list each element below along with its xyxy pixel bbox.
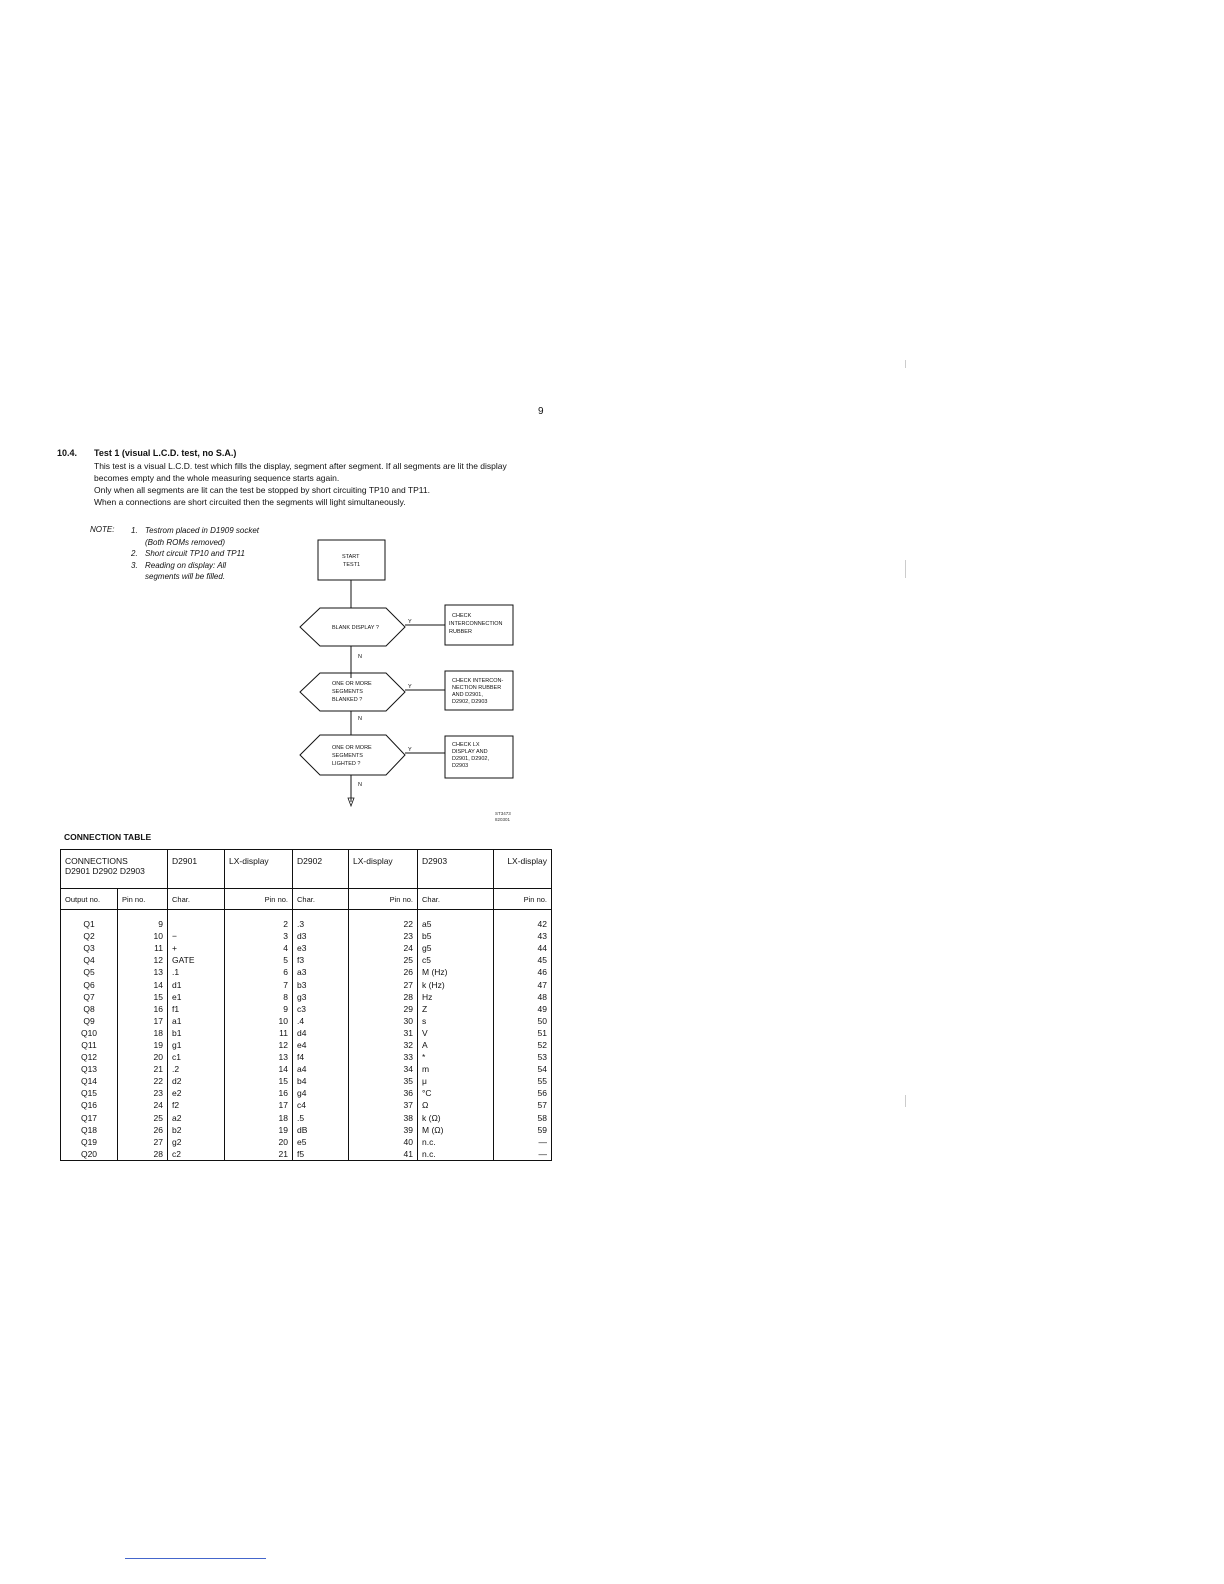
note-item (131, 560, 261, 583)
table-cell: d4 (293, 1027, 349, 1039)
table-header-row (61, 850, 552, 889)
note-item-number: 3. (131, 560, 138, 570)
table-cell: d3 (293, 930, 349, 942)
table-cell: .2 (168, 1063, 225, 1075)
table-cell: 24 (118, 1099, 168, 1111)
table-cell: a1 (168, 1015, 225, 1027)
table-cell: g4 (293, 1087, 349, 1099)
table-cell: * (418, 1051, 494, 1063)
table-cell: 11 (225, 1027, 293, 1039)
intro-paragraph-2: Only when all segments are lit can the test be stopped by short circuiting TP10 and TP11. (94, 485, 430, 495)
table-cell: 33 (349, 1051, 418, 1063)
table-cell: + (168, 942, 225, 954)
table-cell: 28 (349, 991, 418, 1003)
table-cell: d2 (168, 1075, 225, 1087)
table-cell: 40 (349, 1136, 418, 1148)
table-cell: b5 (418, 930, 494, 942)
table-cell: c5 (418, 954, 494, 966)
footer-rule (125, 1558, 266, 1559)
table-cell: 59 (494, 1124, 552, 1136)
flow-action-text: D2902, D2903 (452, 699, 488, 705)
note-item-number: 2. (131, 549, 138, 558)
flow-action-text: D2903 (452, 763, 469, 769)
table-cell: a3 (293, 966, 349, 978)
table-cell: Q20 (61, 1148, 118, 1161)
table-title: CONNECTION TABLE (64, 832, 152, 842)
flow-decision-text: BLANKED ? (332, 697, 363, 703)
table-cell: Q2 (61, 930, 118, 942)
table-cell: 8 (225, 991, 293, 1003)
table-cell: 19 (225, 1124, 293, 1136)
flow-action-text: CHECK LX (452, 742, 480, 748)
table-cell: g1 (168, 1039, 225, 1051)
table-cell: dB (293, 1124, 349, 1136)
table-cell: k (Ω) (418, 1112, 494, 1124)
header-connections-sub: D2901 D2902 D2903 (65, 866, 145, 876)
table-cell: c4 (293, 1099, 349, 1111)
table-cell: Ω (418, 1099, 494, 1111)
table-cell: 15 (225, 1075, 293, 1087)
flow-start-box (318, 540, 385, 580)
flow-decision-text: BLANK DISPLAY ? (332, 625, 379, 631)
table-cell: 34 (349, 1063, 418, 1075)
table-cell: Q17 (61, 1112, 118, 1124)
subheader-cell: Pin no. (349, 889, 418, 910)
page-number: 9 (538, 406, 544, 417)
table-cell: b4 (293, 1075, 349, 1087)
table-cell (168, 910, 225, 931)
flow-action-text: CHECK (452, 613, 472, 619)
section-number: 10.4. (57, 448, 78, 458)
table-cell: 31 (349, 1027, 418, 1039)
table-cell: 50 (494, 1015, 552, 1027)
table-cell: 14 (225, 1063, 293, 1075)
table-row (61, 954, 552, 966)
note-item-text: Testrom placed in D1909 socket (Both ROMs removed) (145, 526, 259, 547)
flow-decision-text: ONE OR MORE (332, 745, 372, 751)
table-cell: Q14 (61, 1075, 118, 1087)
table-cell: Q10 (61, 1027, 118, 1039)
table-cell: k (Hz) (418, 978, 494, 990)
table-cell: 55 (494, 1075, 552, 1087)
table-cell: Q6 (61, 978, 118, 990)
table-cell: f2 (168, 1099, 225, 1111)
table-cell: 25 (349, 954, 418, 966)
table-cell: Q5 (61, 966, 118, 978)
table-row (61, 1124, 552, 1136)
table-cell: 53 (494, 1051, 552, 1063)
note-label: NOTE: (90, 525, 115, 534)
table-cell: — (494, 1136, 552, 1148)
table-row (61, 1051, 552, 1063)
section-intro (94, 460, 534, 508)
table-cell: 47 (494, 978, 552, 990)
table-row (61, 1099, 552, 1111)
scan-mark (905, 360, 906, 368)
table-cell: 44 (494, 942, 552, 954)
table-cell: 23 (349, 930, 418, 942)
table-cell: Q3 (61, 942, 118, 954)
table-cell: 14 (118, 978, 168, 990)
table-cell: 17 (118, 1015, 168, 1027)
table-cell: 38 (349, 1112, 418, 1124)
table-cell: Q11 (61, 1039, 118, 1051)
flow-action-text: CHECK INTERCON- (452, 678, 504, 684)
header-lx-display-1: LX-display (225, 850, 293, 889)
table-cell: 4 (225, 942, 293, 954)
table-cell: e5 (293, 1136, 349, 1148)
scan-mark (905, 1095, 906, 1107)
table-cell: s (418, 1015, 494, 1027)
flow-yes-label: Y (408, 684, 412, 690)
subheader-cell: Pin no. (225, 889, 293, 910)
flow-no-label: N (358, 782, 362, 788)
table-cell: 3 (225, 930, 293, 942)
table-cell: 35 (349, 1075, 418, 1087)
table-cell: 27 (118, 1136, 168, 1148)
table-cell: 51 (494, 1027, 552, 1039)
table-cell: g3 (293, 991, 349, 1003)
table-cell: V (418, 1027, 494, 1039)
table-body (61, 910, 552, 1161)
note-item (131, 548, 261, 560)
table-cell: b3 (293, 978, 349, 990)
table-cell: a5 (418, 910, 494, 931)
intro-paragraph-1: This test is a visual L.C.D. test which fills the display, segment after segment. If all segments are lit the display becomes empty and the whole measuring sequence starts again. (94, 461, 507, 483)
table-cell: g5 (418, 942, 494, 954)
table-cell: f1 (168, 1003, 225, 1015)
flow-start-line: TEST1 (343, 562, 361, 568)
table-cell: Q4 (61, 954, 118, 966)
table-subheader-row (61, 889, 552, 910)
table-cell: 39 (349, 1124, 418, 1136)
table-cell: 36 (349, 1087, 418, 1099)
flow-decision-text: LIGHTED ? (332, 761, 361, 767)
table-cell: °C (418, 1087, 494, 1099)
table-cell: g2 (168, 1136, 225, 1148)
table-cell: .3 (293, 910, 349, 931)
flow-yes-label: Y (408, 619, 412, 625)
table-cell: Q12 (61, 1051, 118, 1063)
flow-start-line: START (342, 554, 360, 560)
table-cell: 10 (118, 930, 168, 942)
flow-action-text: DISPLAY AND (452, 749, 488, 755)
table-cell: b1 (168, 1027, 225, 1039)
table-cell: f3 (293, 954, 349, 966)
table-cell: n.c. (418, 1136, 494, 1148)
header-d2903: D2903 (418, 850, 494, 889)
flow-decision-text: SEGMENTS (332, 753, 363, 759)
table-row (61, 978, 552, 990)
table-cell: a2 (168, 1112, 225, 1124)
table-cell: Q19 (61, 1136, 118, 1148)
table-cell: a4 (293, 1063, 349, 1075)
subheader-cell: Char. (293, 889, 349, 910)
table-cell: 22 (118, 1075, 168, 1087)
section-title: Test 1 (visual L.C.D. test, no S.A.) (94, 448, 237, 458)
table-cell: 19 (118, 1039, 168, 1051)
note-list (131, 525, 261, 583)
table-cell: 29 (349, 1003, 418, 1015)
table-cell: 41 (349, 1148, 418, 1161)
flow-decision-text: SEGMENTS (332, 689, 363, 695)
table-cell: 22 (349, 910, 418, 931)
table-cell: 56 (494, 1087, 552, 1099)
flow-action-text: AND D2901, (452, 692, 483, 698)
table-cell: Q9 (61, 1015, 118, 1027)
table-cell: f4 (293, 1051, 349, 1063)
intro-paragraph-3: When a connections are short circuited then the segments will light simultaneously. (94, 497, 406, 507)
table-cell: m (418, 1063, 494, 1075)
table-cell: Q16 (61, 1099, 118, 1111)
note-item-number: 1. (131, 526, 138, 535)
table-cell: 7 (225, 978, 293, 990)
table-row (61, 966, 552, 978)
table-cell: Hz (418, 991, 494, 1003)
table-cell: 54 (494, 1063, 552, 1075)
table-cell: 5 (225, 954, 293, 966)
table-cell: 43 (494, 930, 552, 942)
table-cell: 46 (494, 966, 552, 978)
table-cell: μ (418, 1075, 494, 1087)
table-cell: 6 (225, 966, 293, 978)
flow-decision-text: ONE OR MORE (332, 681, 372, 687)
table-cell: c2 (168, 1148, 225, 1161)
table-cell: — (494, 1148, 552, 1161)
flow-ref-code: ST3473 (495, 811, 511, 816)
subheader-cell: Output no. (61, 889, 118, 910)
table-row (61, 942, 552, 954)
table-cell: 25 (118, 1112, 168, 1124)
table-cell: Q7 (61, 991, 118, 1003)
table-cell: e2 (168, 1087, 225, 1099)
table-cell: f5 (293, 1148, 349, 1161)
table-cell: 26 (349, 966, 418, 978)
table-cell: c3 (293, 1003, 349, 1015)
table-cell: 48 (494, 991, 552, 1003)
table-row (61, 991, 552, 1003)
header-d2902: D2902 (293, 850, 349, 889)
flow-action-text: INTERCONNECTION (449, 621, 503, 627)
table-cell: 17 (225, 1099, 293, 1111)
table-cell: M (Ω) (418, 1124, 494, 1136)
note-item (131, 525, 261, 548)
table-cell: 26 (118, 1124, 168, 1136)
connection-table (60, 849, 552, 1161)
flow-action-text: RUBBER (449, 629, 472, 635)
table-row (61, 1063, 552, 1075)
table-cell: 20 (225, 1136, 293, 1148)
table-cell: 2 (225, 910, 293, 931)
table-row (61, 1027, 552, 1039)
table-row (61, 910, 552, 931)
table-cell: 27 (349, 978, 418, 990)
scan-mark (905, 560, 906, 578)
table-cell: A (418, 1039, 494, 1051)
flow-action-text: D2901, D2902, (452, 756, 489, 762)
header-connections-label: CONNECTIONS (65, 856, 128, 866)
table-cell: 13 (225, 1051, 293, 1063)
table-cell: 49 (494, 1003, 552, 1015)
subheader-cell: Char. (168, 889, 225, 910)
table-row (61, 1003, 552, 1015)
table-cell: .4 (293, 1015, 349, 1027)
table-cell: GATE (168, 954, 225, 966)
table-row (61, 1112, 552, 1124)
table-cell: 15 (118, 991, 168, 1003)
table-cell: 37 (349, 1099, 418, 1111)
table-cell: .1 (168, 966, 225, 978)
table-cell: 45 (494, 954, 552, 966)
table-cell: − (168, 930, 225, 942)
table-cell: e4 (293, 1039, 349, 1051)
table-cell: 23 (118, 1087, 168, 1099)
table-cell: Q1 (61, 910, 118, 931)
flowchart (290, 530, 530, 830)
table-cell: 52 (494, 1039, 552, 1051)
table-cell: e3 (293, 942, 349, 954)
table-cell: 12 (118, 954, 168, 966)
table-cell: 30 (349, 1015, 418, 1027)
table-cell: Q15 (61, 1087, 118, 1099)
table-cell: 58 (494, 1112, 552, 1124)
table-row (61, 1087, 552, 1099)
table-cell: .5 (293, 1112, 349, 1124)
table-cell: Q18 (61, 1124, 118, 1136)
flow-action-text: NECTION RUBBER (452, 685, 502, 691)
table-cell: e1 (168, 991, 225, 1003)
table-cell: 12 (225, 1039, 293, 1051)
table-cell: 16 (118, 1003, 168, 1015)
table-cell: 11 (118, 942, 168, 954)
table-cell: 18 (118, 1027, 168, 1039)
table-cell: Q13 (61, 1063, 118, 1075)
table-cell: b2 (168, 1124, 225, 1136)
subheader-cell: Pin no. (494, 889, 552, 910)
table-cell: 28 (118, 1148, 168, 1161)
table-row (61, 1136, 552, 1148)
flow-no-label: N (358, 654, 362, 660)
table-cell: Q8 (61, 1003, 118, 1015)
flow-no-label: N (358, 716, 362, 722)
header-lx-display-3: LX-display (494, 850, 552, 889)
table-cell: 9 (225, 1003, 293, 1015)
table-row (61, 1075, 552, 1087)
table-cell: M (Hz) (418, 966, 494, 978)
note-item-text: Short circuit TP10 and TP11 (145, 549, 245, 558)
table-cell: 9 (118, 910, 168, 931)
flow-yes-label: Y (408, 747, 412, 753)
table-row (61, 1039, 552, 1051)
table-row (61, 1015, 552, 1027)
table-cell: 16 (225, 1087, 293, 1099)
header-d2901: D2901 (168, 850, 225, 889)
table-cell: Z (418, 1003, 494, 1015)
note-item-text: Reading on display: All segments will be filled. (145, 560, 227, 581)
table-cell: c1 (168, 1051, 225, 1063)
table-cell: d1 (168, 978, 225, 990)
table-row (61, 1148, 552, 1161)
table-cell: 32 (349, 1039, 418, 1051)
subheader-cell: Pin no. (118, 889, 168, 910)
table-cell: 57 (494, 1099, 552, 1111)
header-connections (61, 850, 168, 889)
table-cell: 21 (118, 1063, 168, 1075)
subheader-cell: Char. (418, 889, 494, 910)
flow-ref-date: 820301 (495, 817, 511, 822)
table-cell: 13 (118, 966, 168, 978)
table-cell: n.c. (418, 1148, 494, 1161)
table-cell: 20 (118, 1051, 168, 1063)
table-cell: 21 (225, 1148, 293, 1161)
table-cell: 18 (225, 1112, 293, 1124)
table-row (61, 930, 552, 942)
table-cell: 10 (225, 1015, 293, 1027)
table-cell: 24 (349, 942, 418, 954)
header-lx-display-2: LX-display (349, 850, 418, 889)
table-cell: 42 (494, 910, 552, 931)
